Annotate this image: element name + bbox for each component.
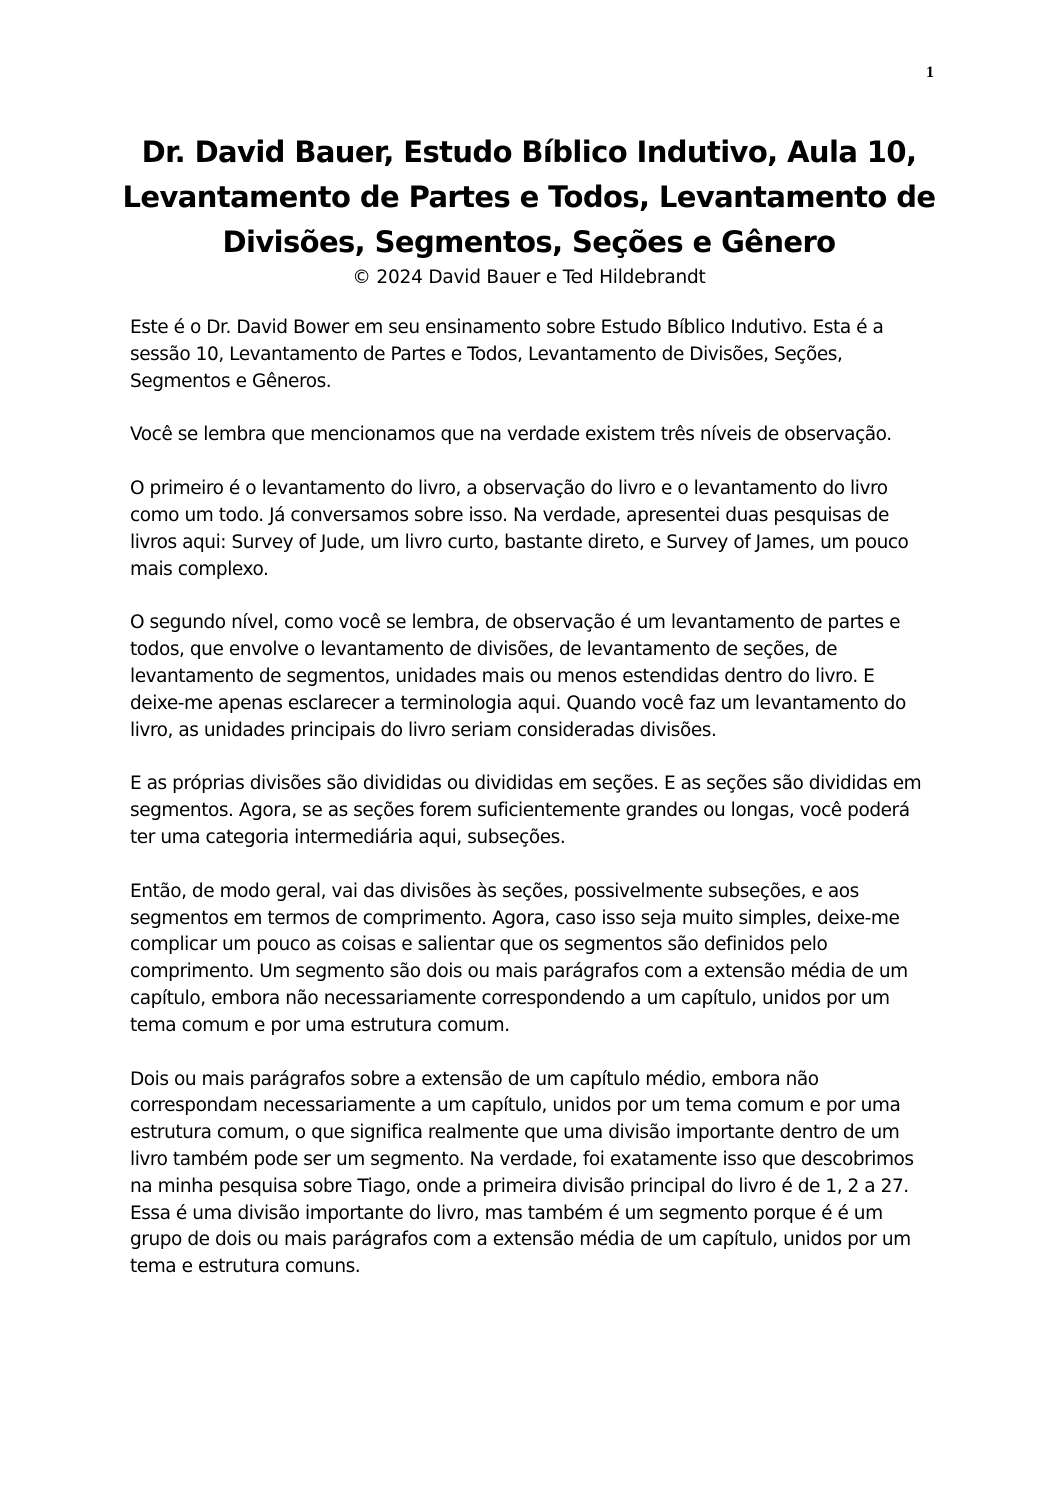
document-title	[100, 130, 958, 265]
page-number: 1	[926, 64, 934, 81]
document-header	[100, 130, 958, 291]
copyright-line: © 2024 David Bauer e Ted Hildebrandt	[352, 267, 706, 288]
paragraph-3: O primeiro é o levantamento do livro, a observação do livro e o levantamento do livro como um todo. Já conversamos sobre isso. Na verdade, apresentei duas pesquisas de livros aqui: Survey of Jude, um livro curto, bastante direto, e Survey of James, um pouco mais complexo.	[130, 478, 909, 580]
paragraph-4: O segundo nível, como você se lembra, de observação é um levantamento de partes e todos, que envolve o levantamento de divisões, de levantamento de seções, de levantamento de segmentos, unidades mais ou menos estendidas dentro do livro. E deixe-me apenas esclarecer a terminologia aqui. Quando você faz um levantamento do livro, as unidades principais do livro seriam consideradas divisões.	[130, 612, 906, 741]
paragraph-6: Então, de modo geral, vai das divisões às seções, possivelmente subseções, e aos segmentos em termos de comprimento. Agora, caso isso seja muito simples, deixe-me complicar um pouco as coisas e salientar que os segmentos são definidos pelo comprimento. Um segmento são dois ou mais parágrafos com a extensão média de um capítulo, embora não necessariamente correspondendo a um capítulo, unidos por um tema comum e por uma estrutura comum.	[130, 880, 908, 1036]
paragraph-7: Dois ou mais parágrafos sobre a extensão de um capítulo médio, embora não correspondam necessariamente a um capítulo, unidos por um tema comum e por uma estrutura comum, o que significa realmente que uma divisão importante dentro de um livro também pode ser um segmento. Na verdade, foi exatamente isso que descobrimos na minha pesquisa sobre Tiago, onde a primeira divisão principal do livro é de 1, 2 a 27. Essa é uma divisão importante do livro, mas também é um segmento porque é é um grupo de dois ou mais parágrafos com a extensão média de um capítulo, unidos por um tema e estrutura comuns.	[130, 1068, 914, 1278]
document-body	[130, 315, 930, 1308]
paragraph-1: Este é o Dr. David Bower em seu ensinamento sobre Estudo Bíblico Indutivo. Esta é a sessão 10, Levantamento de Partes e Todos, Levantamento de Divisões, Seções, Segmentos e Gêneros.	[130, 317, 884, 392]
paragraph-5: E as próprias divisões são divididas ou divididas em seções. E as seções são divididas em segmentos. Agora, se as seções forem suficientemente grandes ou longas, você poderá ter uma categoria intermediária aqui, subseções.	[130, 773, 922, 848]
title-line-1: Dr. David Bauer, Estudo Bíblico Indutivo, Aula 10,	[141, 135, 917, 169]
title-line-3: Divisões, Segmentos, Seções e Gênero	[222, 225, 836, 259]
paragraph-2: Você se lembra que mencionamos que na verdade existem três níveis de observação.	[130, 424, 892, 446]
title-line-2: Levantamento de Partes e Todos, Levantamento de	[122, 180, 936, 214]
